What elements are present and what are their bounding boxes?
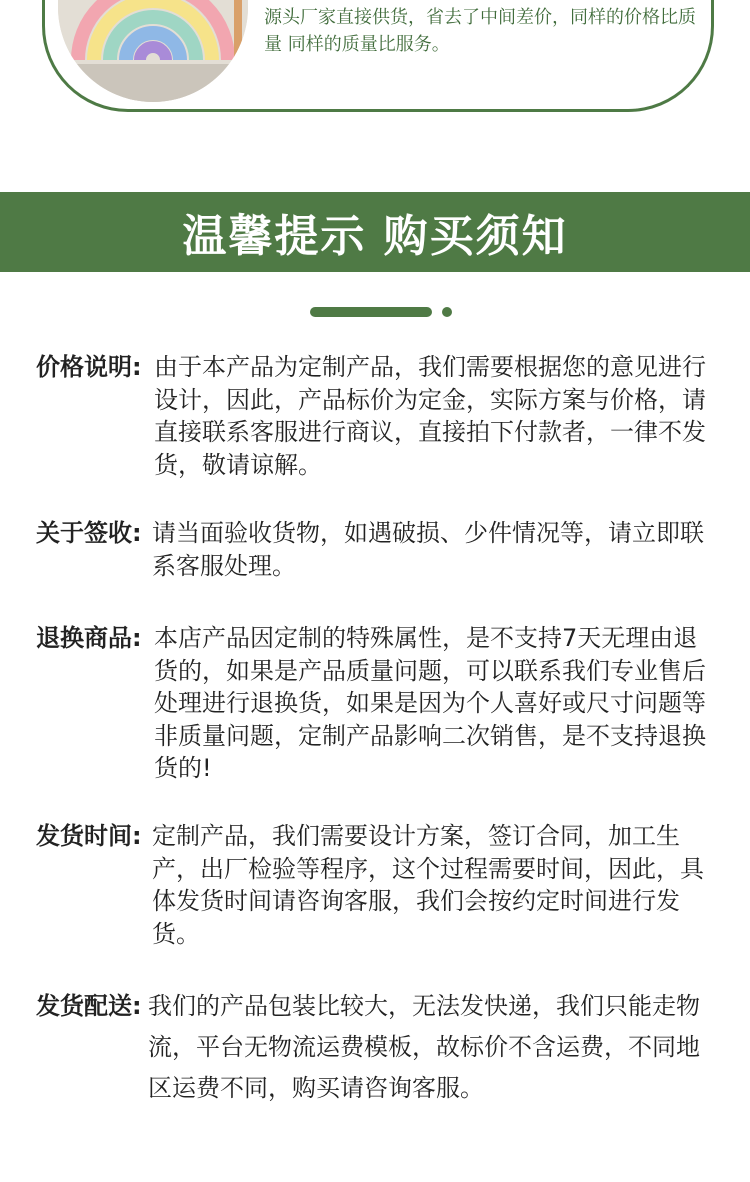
product-photo <box>58 0 248 102</box>
notice-banner <box>0 192 750 272</box>
notice-text: 本店产品因定制的特殊属性，是不支持7天无理由退货的，如果是产品质量问题，可以联系我们专业售后处理进行退换货，如果是因为个人喜好或尺寸问题等非质量问题，定制产品影响二次销售，是不支持退换货的! <box>154 624 706 782</box>
notice-label: 发货配送: <box>36 992 142 1020</box>
notice-shipping-time <box>36 820 716 950</box>
banner-title: 温馨提示 购买须知 <box>182 211 568 262</box>
notice-returns <box>36 622 716 785</box>
product-intro-text: 源头厂家直接供货，省去了中间差价，同样的价格比质量 同样的质量比服务。 <box>264 7 696 55</box>
notice-delivery <box>36 986 716 1109</box>
divider-dot <box>442 307 452 317</box>
notice-text: 我们的产品包装比较大，无法发快递，我们只能走物流，平台无物流运费模板，故标价不含运费，不同地区运费不同，购买请咨询客服。 <box>148 992 700 1102</box>
notice-text: 定制产品，我们需要设计方案，签订合同，加工生产，出厂检验等程序，这个过程需要时间，因此，具体发货时间请咨询客服，我们会按约定时间进行发货。 <box>152 822 704 948</box>
notice-price <box>36 351 716 481</box>
notice-label: 发货时间: <box>36 822 142 850</box>
notice-label: 价格说明: <box>36 353 142 381</box>
notice-text: 由于本产品为定制产品，我们需要根据您的意见进行设计，因此，产品标价为定金，实际方案与价格，请直接联系客服进行商议，直接拍下付款者，一律不发货，敬请谅解。 <box>154 353 706 479</box>
divider-bar <box>310 307 432 317</box>
notice-receipt <box>36 517 716 582</box>
notice-label: 关于签收: <box>36 519 142 547</box>
notice-label: 退换商品: <box>36 624 142 652</box>
notice-text: 请当面验收货物，如遇破损、少件情况等，请立即联系客服处理。 <box>152 519 704 580</box>
